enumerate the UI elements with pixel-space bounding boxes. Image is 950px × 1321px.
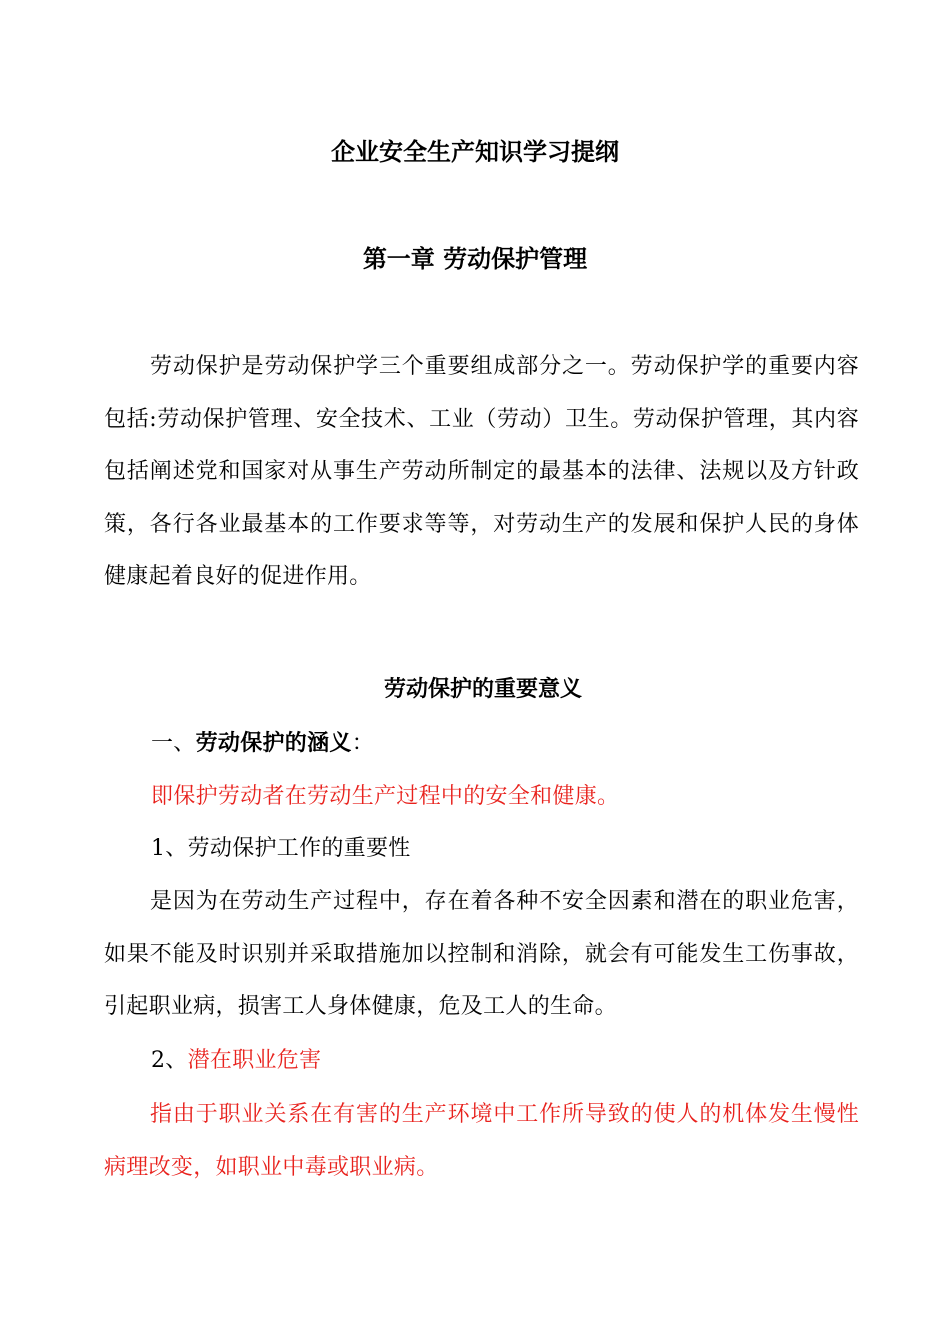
item-2-label: 潜在职业危害	[187, 1048, 322, 1073]
item-2-body: 指由于职业关系在有害的生产环境中工作所导致的使人的机体发生慢性病理改变，如职业中毒或职业病。	[104, 1102, 859, 1180]
chapter-title: 第一章 劳动保护管理	[362, 244, 588, 273]
item-2-number: 2、	[151, 1048, 188, 1073]
heading-1-suffix: ：	[351, 731, 375, 756]
heading-1	[151, 728, 374, 759]
document-title: 企业安全生产知识学习提纲	[331, 137, 619, 166]
definition-text: 即保护劳动者在劳动生产过程中的安全和健康。	[151, 784, 620, 809]
item-1-label: 1、劳动保护工作的重要性	[151, 836, 411, 861]
item-2-heading	[151, 1046, 321, 1076]
section-title: 劳动保护的重要意义	[383, 676, 582, 702]
heading-1-prefix: 一、	[151, 731, 196, 756]
item-1-body: 是因为在劳动生产过程中，存在着各种不安全因素和潜在的职业危害，如果不能及时识别并采取措施加以控制和消除，就会有可能发生工伤事故，引起职业病，损害工人身体健康，危及工人的生命。	[104, 889, 859, 1020]
heading-1-text: 劳动保护的涵义	[195, 730, 352, 756]
intro-paragraph: 劳动保护是劳动保护学三个重要组成部分之一。劳动保护学的重要内容包括:劳动保护管理、安全技术、工业（劳动）卫生。劳动保护管理，其内容包括阐述党和国家对从事生产劳动所制定的最基本的法律、法规以及方针政策，各行各业最基本的工作要求等等，对劳动生产的发展和保护人民的身体健康起着良好的促进作用。	[104, 354, 859, 590]
